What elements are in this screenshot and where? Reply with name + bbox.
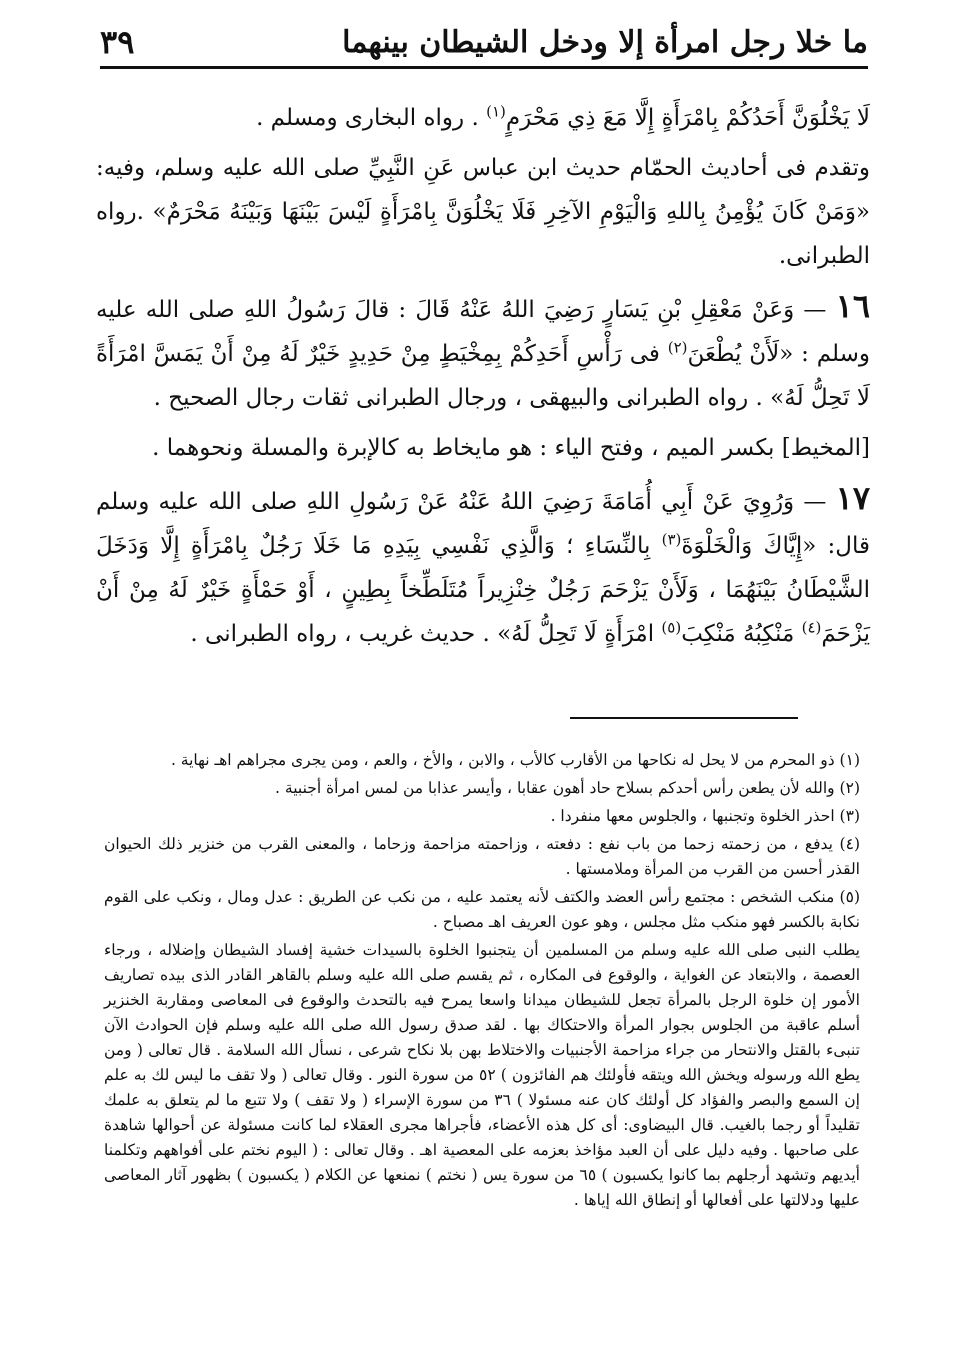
main-text <box>96 96 870 662</box>
hadith-text: — وَعَنْ مَعْقِلِ بْنِ يَسَارٍ رَضِيَ اللهُ عَنْهُ قَالَ : قالَ رَسُولُ اللهِ صلى الله عليه وسلم : «لَأَنْ يُطْعَنَ <box>96 297 871 367</box>
page-number: ٣٩ <box>100 23 135 61</box>
footnotes <box>104 748 860 1216</box>
hadith-text: لَا يَخْلُوَنَّ أَحَدُكُمْ بِامْرَأَةٍ إِلَّا مَعَ ذِي مَحْرَمٍ <box>505 105 870 131</box>
paragraph-hadith-intro <box>96 96 870 140</box>
hadith-number: ١٦ <box>835 287 870 325</box>
footnote-1: (١) ذو المحرم من لا يحل له نكاحها من الأقارب كالأب ، والابن ، والأخ ، والعم ، ومن يجرى مجراهم اهـ نهاية . <box>170 751 860 769</box>
hadith-number: ١٧ <box>835 479 871 517</box>
footnote-ref: (٣) <box>661 530 682 549</box>
footnote-5: (٥) منكب الشخص : مجتمع رأس العضد والكتف لأنه يعتمد عليه ، من نكب عن الطريق : عدل ومال ، ونكب على القوم نكابة بالكسر فهو منكب مثل مجلس ، وهو عون العريف اهـ مصباح . <box>104 888 860 931</box>
hadith-text: بِالنِّسَاءِ ؛ وَالَّذِي نَفْسِي بِيَدِهِ مَا خَلَا رَجُلٌ بِامْرَأَةٍ إِلَّا وَدَخَلَ الشَّيْطَانُ بَيْنَهُمَا ، وَلَأَنْ يَزْحَمَ رَجُلٌ خِنْزِيراً مُتَلَطِّخاً بِطِينٍ ، أَوْ حَمْأَةٍ خَيْرٌ لَهُ مِنْ أَنْ يَزْحَمَ <box>96 533 870 647</box>
hadith-text: مَنْكِبُهُ مَنْكِبَ <box>681 621 795 647</box>
footnote-ref: (٢) <box>667 338 688 357</box>
paragraph-ibn-abbas: وتقدم فى أحاديث الحمّام حديث ابن عباس عَنِ النَّبِيِّ صلى الله عليه وسلم، وفيه: «وَمَنْ كَانَ يُؤْمِنُ بِاللهِ وَالْيَوْمِ الآخِرِ فَلَا يَخْلُوَنَّ بِامْرَأَةٍ لَيْسَ بَيْنَهَا وَبَيْنَهُ مَحْرَمٌ» .رواه الطبرانى. <box>96 155 870 269</box>
hadith-text: — وَرُوِيَ عَنْ أَبِي أُمَامَةَ رَضِيَ اللهُ عَنْهُ عَنْ رَسُولِ اللهِ صلى الله عليه وسلم قال: «إِيَّاكَ وَالْخَلْوَةَ <box>96 489 871 559</box>
footnote-3: (٣) احذر الخلوة وتجنبها ، والجلوس معها منفردا . <box>550 807 860 825</box>
commentary: يطلب النبى صلى الله عليه وسلم من المسلمين أن يتجنبوا الخلوة بالسيدات خشية إفساد الشيطان وإضلاله ، ورجاء العصمة ، والابتعاد عن الغواية ، والوقوع فى المكاره ، ثم يقسم صلى الله عليه وسلم بالقاهر القادر الذى بيده تصاريف الأمور إن خلوة الرجل بالمرأة تجعل للشيطان ميدانا واسعا يمرح فيه بالتحدث والوقوع فى المعاصى ومقاربة الخنزير أسلم عاقبة من الجلوس بجوار المرأة والاحتكاك بها . لقد صدق رسول الله صلى الله عليه وسلم فإن الحوادث الآن تنبىء بالقتل والانتحار من جراء مزاحمة الأجنبيات والاختلاط بهن بلا نكاح شرعى ، نسأل الله السلامة . قال تعالى ( ومن يطع الله ورسوله ويخش الله ويتقه فأولئك هم الفائزون ) ٥٢ من سورة النور . وقال تعالى ( ولا تقف ما ليس لك به علم إن السمع والبصر والفؤاد كل أولئك كان عنه مسئولا ) ٣٦ من سورة الإسراء ( ولا تقف ) ولا تتبع ما لم يتعلق به علمك تقليداً أو رجما بالغيب. قال البيضاوى: أى كل هذه الأعضاء، فأجراها مجرى العقلاء لما كانت مسئولة عن أحوالها شاهدة على صاحبها . وفيه دليل على أن العبد مؤاخذ بعزمه على المعصية اهـ . وقال تعالى : ( اليوم نختم على أفواههم وتكلمنا أيديهم وتشهد أرجلهم بما كانوا يكسبون ) ٦٥ من سورة يس ( نختم ) نمنعها عن الكلام ( يكسبون ) بظهور آثار المعاصى عليها ودلالتها على أفعالها أو إنطاق الله إياها . <box>104 941 861 1209</box>
page-header <box>100 18 868 69</box>
footnote-ref: (٥) <box>661 618 682 637</box>
footnote-divider <box>570 717 798 719</box>
footnote-ref: (١) <box>486 102 506 121</box>
running-title: ما خلا رجل امرأة إلا ودخل الشيطان بينهما <box>342 24 868 60</box>
hadith-text: فى رَأْسِ أَحَدِكُمْ بِمِخْيَطٍ مِنْ حَدِيدٍ خَيْرٌ لَهُ مِنْ أَنْ يَمَسَّ امْرَأَةً لَا تَحِلُّ لَهُ» . رواه الطبرانى والبيهقى ، ورجال الطبرانى ثقات رجال الصحيح . <box>96 341 870 411</box>
hadith-16 <box>96 284 870 420</box>
footnote-2: (٢) والله لأن يطعن رأس أحدكم بسلاح حاد أهون عقابا ، وأيسر عذابا من لمس امرأة أجنبية . <box>275 779 860 797</box>
hadith-text: امْرَأَةٍ لَا تَحِلُّ لَهُ» . حديث غريب ، رواه الطبرانى . <box>190 621 655 647</box>
footnote-4: (٤) يدفع ، من زحمته زحما من باب نفع : دفعته ، وزاحمته مزاحمة وزحاما ، والمعنى القرب من خنزير ذلك الحيوان القذر أحسن من القرب من المرأة وملامستها . <box>104 835 860 878</box>
gloss-paragraph: [المخيط] بكسر الميم ، وفتح الياء : هو مايخاط به كالإبرة والمسلة ونحوهما . <box>152 435 870 461</box>
hadith-17 <box>96 476 870 656</box>
hadith-source: . رواه البخارى ومسلم . <box>256 105 479 131</box>
footnote-ref: (٤) <box>801 618 822 637</box>
